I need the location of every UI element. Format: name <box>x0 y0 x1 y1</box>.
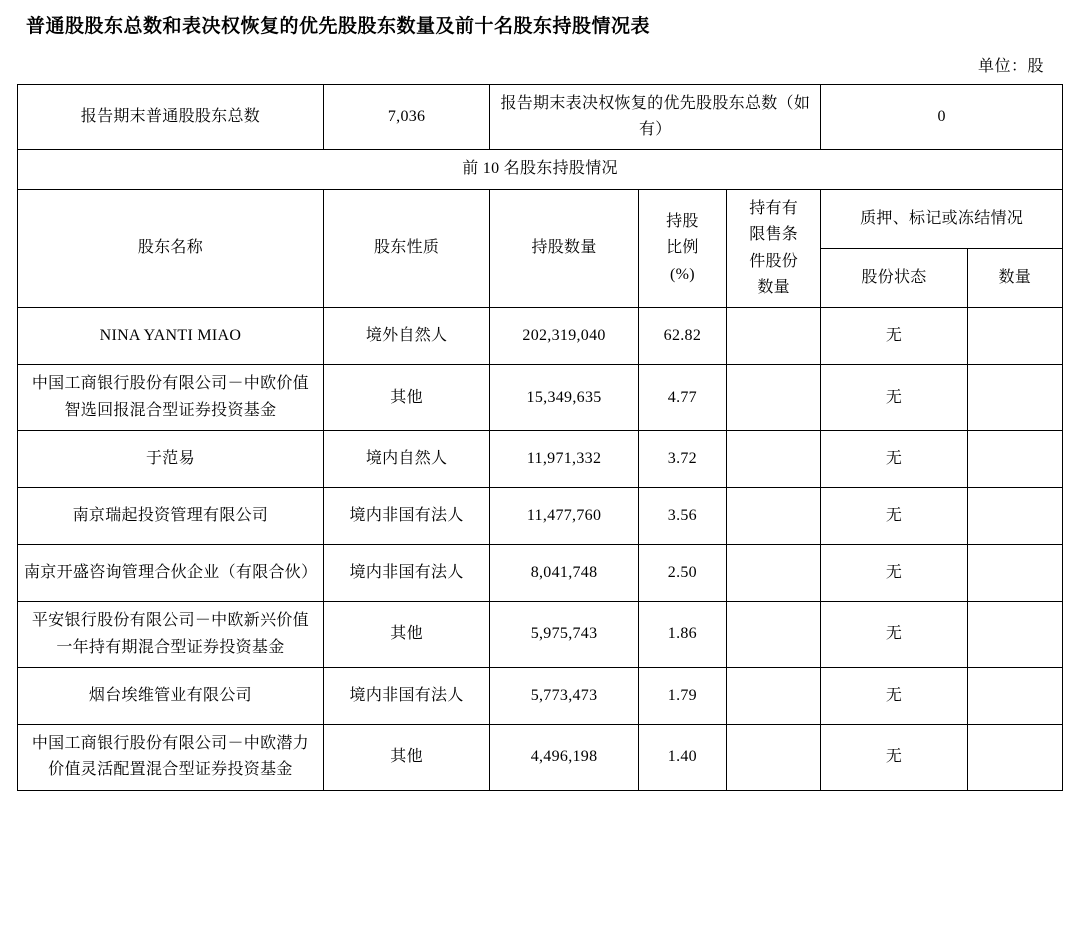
preferred-shareholders-label: 报告期末表决权恢复的优先股股东总数（如有） <box>490 84 821 150</box>
cell-shareholder-nature: 其他 <box>323 602 489 668</box>
ordinary-shareholders-value: 7,036 <box>323 84 489 150</box>
cell-shareholder-nature: 境内非国有法人 <box>323 488 489 545</box>
cell-share-status: 无 <box>821 602 967 668</box>
header-ratio-line3: (%) <box>669 265 695 283</box>
cell-pledge-quantity <box>967 667 1062 724</box>
cell-shareholder-nature: 境内非国有法人 <box>323 667 489 724</box>
header-restricted-line4: 数量 <box>757 278 790 296</box>
header-quantity: 数量 <box>967 249 1062 308</box>
cell-share-status: 无 <box>821 365 967 431</box>
cell-shareholder-name: 于范易 <box>18 431 324 488</box>
table-row <box>18 602 1063 668</box>
cell-restricted-shares <box>727 308 821 365</box>
cell-share-status: 无 <box>821 431 967 488</box>
cell-shares-held: 4,496,198 <box>490 724 638 790</box>
page-title: 普通股股东总数和表决权恢复的优先股股东数量及前十名股东持股情况表 <box>26 16 651 37</box>
table-body <box>18 308 1063 790</box>
cell-restricted-shares <box>727 724 821 790</box>
unit-note: 单位：股 <box>977 57 1044 75</box>
header-restricted-line2: 限售条 <box>749 226 799 244</box>
header-share-status: 股份状态 <box>821 249 967 308</box>
cell-shareholder-nature: 其他 <box>323 724 489 790</box>
table-row <box>18 488 1063 545</box>
cell-shares-held: 15,349,635 <box>490 365 638 431</box>
header-row-1 <box>18 189 1063 248</box>
cell-shareholder-nature: 境内自然人 <box>323 431 489 488</box>
cell-restricted-shares <box>727 545 821 602</box>
ordinary-shareholders-label: 报告期末普通股股东总数 <box>18 84 324 150</box>
cell-restricted-shares <box>727 365 821 431</box>
cell-restricted-shares <box>727 602 821 668</box>
cell-shares-held: 8,041,748 <box>490 545 638 602</box>
cell-shares-held: 202,319,040 <box>490 308 638 365</box>
preferred-shareholders-value: 0 <box>821 84 1063 150</box>
cell-holding-ratio: 2.50 <box>638 545 726 602</box>
cell-pledge-quantity <box>967 431 1062 488</box>
cell-pledge-quantity <box>967 308 1062 365</box>
table-row <box>18 365 1063 431</box>
header-shares: 持股数量 <box>490 189 638 308</box>
cell-restricted-shares <box>727 431 821 488</box>
cell-shareholder-nature: 境内非国有法人 <box>323 545 489 602</box>
header-name: 股东名称 <box>18 189 324 308</box>
cell-shareholder-name: 中国工商银行股份有限公司－中欧潜力价值灵活配置混合型证券投资基金 <box>18 724 324 790</box>
cell-share-status: 无 <box>821 667 967 724</box>
cell-holding-ratio: 62.82 <box>638 308 726 365</box>
cell-shareholder-name: NINA YANTI MIAO <box>18 308 324 365</box>
table-row <box>18 431 1063 488</box>
header-nature: 股东性质 <box>323 189 489 308</box>
section-title-row <box>18 150 1063 189</box>
header-ratio-line1: 持股 <box>666 212 699 230</box>
cell-share-status: 无 <box>821 488 967 545</box>
cell-pledge-quantity <box>967 545 1062 602</box>
cell-restricted-shares <box>727 667 821 724</box>
cell-shareholder-name: 烟台埃维管业有限公司 <box>18 667 324 724</box>
cell-share-status: 无 <box>821 724 967 790</box>
cell-shareholder-name: 中国工商银行股份有限公司－中欧价值智选回报混合型证券投资基金 <box>18 365 324 431</box>
table-row <box>18 545 1063 602</box>
summary-row <box>18 84 1063 150</box>
header-pledge-group: 质押、标记或冻结情况 <box>821 189 1063 248</box>
cell-shares-held: 5,975,743 <box>490 602 638 668</box>
cell-shareholder-nature: 其他 <box>323 365 489 431</box>
cell-shares-held: 5,773,473 <box>490 667 638 724</box>
table-row <box>18 308 1063 365</box>
cell-shareholder-name: 平安银行股份有限公司－中欧新兴价值一年持有期混合型证券投资基金 <box>18 602 324 668</box>
cell-pledge-quantity <box>967 602 1062 668</box>
cell-shares-held: 11,971,332 <box>490 431 638 488</box>
cell-holding-ratio: 1.86 <box>638 602 726 668</box>
cell-holding-ratio: 1.79 <box>638 667 726 724</box>
cell-holding-ratio: 4.77 <box>638 365 726 431</box>
cell-shareholder-name: 南京瑞起投资管理有限公司 <box>18 488 324 545</box>
cell-holding-ratio: 3.72 <box>638 431 726 488</box>
cell-shares-held: 11,477,760 <box>490 488 638 545</box>
cell-pledge-quantity <box>967 365 1062 431</box>
cell-restricted-shares <box>727 488 821 545</box>
header-restricted-line3: 件股份 <box>749 252 799 270</box>
cell-holding-ratio: 3.56 <box>638 488 726 545</box>
top-ten-section-title: 前 10 名股东持股情况 <box>18 150 1063 189</box>
cell-shareholder-name: 南京开盛咨询管理合伙企业（有限合伙） <box>18 545 324 602</box>
cell-pledge-quantity <box>967 724 1062 790</box>
cell-holding-ratio: 1.40 <box>638 724 726 790</box>
cell-share-status: 无 <box>821 308 967 365</box>
table-row <box>18 724 1063 790</box>
cell-shareholder-nature: 境外自然人 <box>323 308 489 365</box>
header-restricted-line1: 持有有 <box>749 199 799 217</box>
header-ratio <box>638 189 726 308</box>
header-ratio-line2: 比例 <box>666 239 699 257</box>
cell-share-status: 无 <box>821 545 967 602</box>
shareholders-table <box>17 84 1063 791</box>
header-restricted-shares <box>727 189 821 308</box>
table-row <box>18 667 1063 724</box>
cell-pledge-quantity <box>967 488 1062 545</box>
